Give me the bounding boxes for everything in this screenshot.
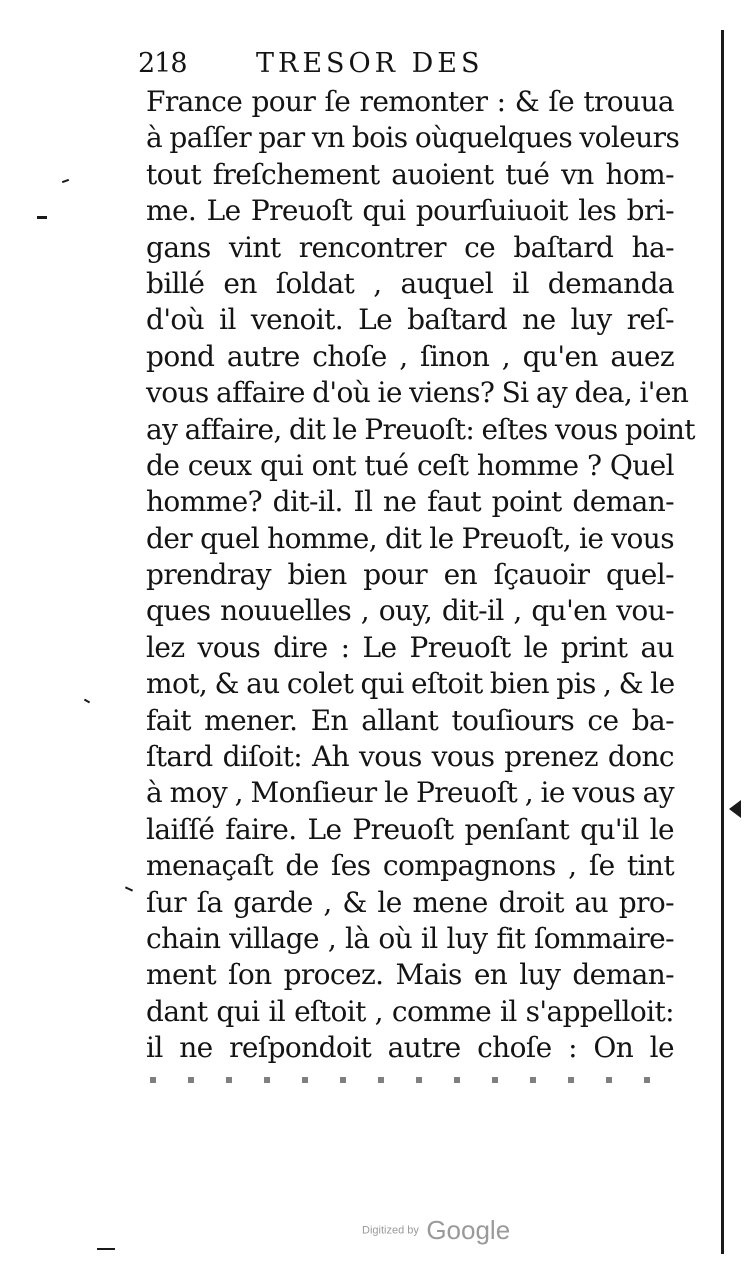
cropped-next-line	[150, 1077, 670, 1083]
margin-speck	[62, 179, 69, 183]
margin-speck	[37, 216, 47, 219]
body-text	[146, 84, 695, 1067]
text-line: ques nouuelles , ouy, dit-il , qu'en vou-	[146, 594, 674, 628]
page-number: 218	[138, 48, 187, 79]
text-line: pond autre choſe , ſinon , qu'en auez	[146, 339, 674, 373]
page-edge-mark	[729, 800, 741, 818]
margin-speck	[97, 1248, 115, 1250]
text-line: d'où il venoit. Le baſtard ne luy reſ-	[146, 303, 674, 337]
watermark-prefix: Digitized by	[362, 1224, 419, 1237]
text-line: billé en ſoldat , auquel il demanda	[146, 266, 674, 300]
running-title: TRESOR DES	[256, 48, 484, 79]
text-line: mot, & au colet qui eſtoit bien pis , & le	[146, 667, 675, 701]
text-line: laiſſé faire. Le Preuoſt penſant qu'il le	[146, 812, 674, 846]
text-line: ſtard diſoit: Ah vous vous prenez donc	[146, 740, 674, 774]
text-line: vous affaire d'où ie viens? Si ay dea, i'en	[146, 376, 689, 410]
margin-speck	[125, 886, 133, 891]
text-line: ſur ſa garde , & le mene droit au pro-	[146, 885, 674, 919]
text-line: à paſſer par vn bois oùquelques voleurs	[146, 121, 680, 155]
text-line: menaçaſt de ſes compagnons , ſe tint	[146, 849, 674, 883]
text-line: chain village , là où il luy fit ſommaire-	[146, 921, 674, 955]
text-line: prendray bien pour en ſçauoir quel-	[146, 558, 674, 592]
watermark-brand: Google	[426, 1215, 511, 1245]
text-line: lez vous dire : Le Preuoſt le print au	[146, 630, 674, 664]
text-line: ment ſon procez. Mais en luy deman-	[146, 958, 674, 992]
text-line: dant qui il eſtoit , comme il s'appelloit:	[146, 994, 674, 1028]
text-line: à moy , Monſieur le Preuoſt , ie vous ay	[146, 776, 674, 810]
page-header	[138, 44, 598, 84]
text-line: fait mener. En allant touſiours ce ba-	[146, 703, 674, 737]
text-line: der quel homme, dit le Preuoſt, ie vous	[146, 521, 674, 555]
margin-speck	[84, 699, 90, 704]
text-line: tout freſchement auoient tué vn hom-	[146, 157, 674, 191]
text-line: gans vint rencontrer ce baſtard ha-	[146, 230, 674, 264]
text-line: France pour ſe remonter : & ſe trouua	[146, 85, 674, 118]
text-line: il ne reſpondoit autre choſe : On le	[146, 1031, 674, 1065]
text-line: homme? dit-il. Il ne faut point deman-	[146, 485, 674, 519]
text-line: de ceux qui ont tué ceſt homme ? Quel	[146, 448, 674, 482]
text-line: me. Le Preuoſt qui pourſuiuoit les bri-	[146, 194, 674, 228]
digitization-watermark	[362, 1215, 532, 1251]
page-edge-rule	[721, 30, 724, 1254]
text-line: ay affaire, dit le Preuoſt: eſtes vous point	[146, 412, 695, 446]
